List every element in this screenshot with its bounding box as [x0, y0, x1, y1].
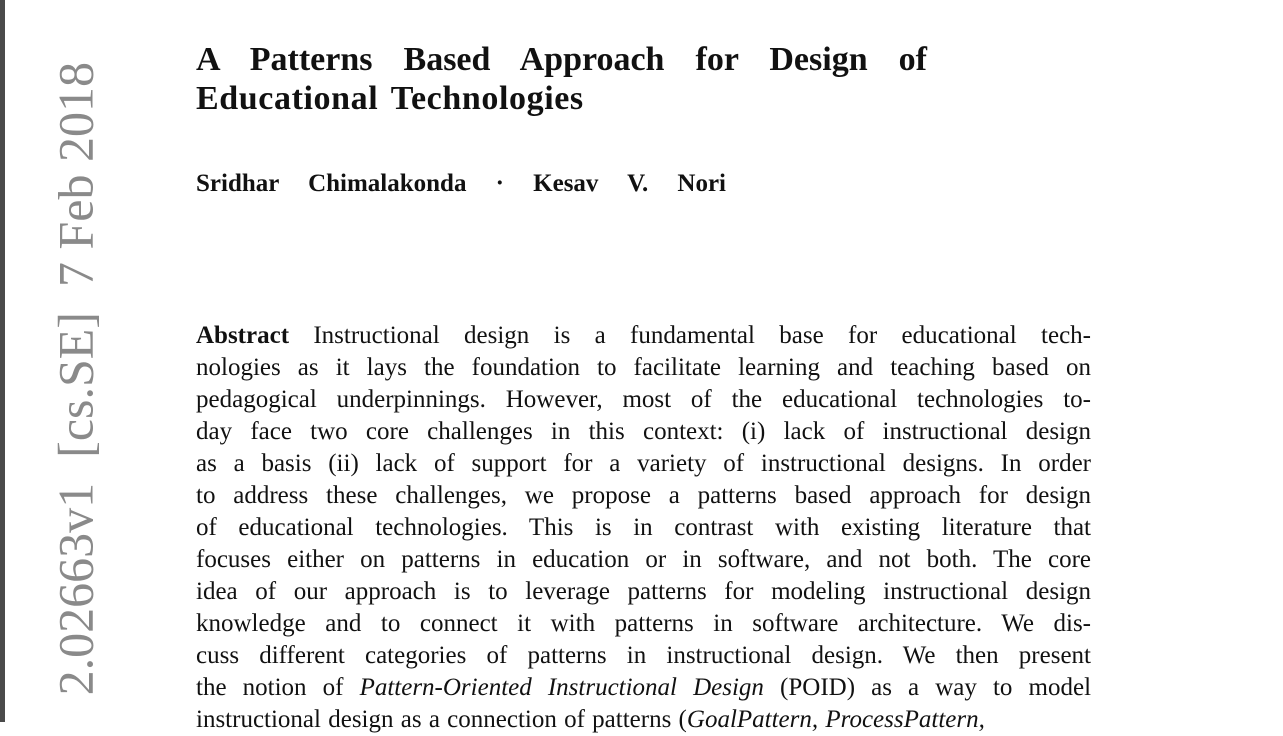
abstract-line: day face two core challenges in this context: (i) lack of instructional design [196, 418, 1091, 445]
abstract-text: instructional design as a connection of patterns ( [196, 706, 687, 733]
abstract-italic-term: GoalPattern, ProcessPattern, [686, 706, 985, 733]
abstract-text: the notion of [196, 674, 360, 701]
abstract-line: nologies as it lays the foundation to facilitate learning and teaching based on [196, 354, 1091, 381]
abstract-line: pedagogical underpinnings. However, most of the educational technologies to- [196, 386, 1091, 413]
arxiv-id-text: 2.02663v1 [cs.SE] 7 Feb 2018 [47, 62, 103, 696]
author-name: Sridhar Chimalakonda [196, 170, 467, 197]
abstract-line: as a basis (ii) lack of support for a variety of instructional designs. In order [196, 450, 1091, 477]
abstract-text: Instructional design is a fundamental base for educational tech- [313, 322, 1092, 349]
viewer-edge-bar [0, 0, 5, 722]
abstract-line: focuses either on patterns in education or in software, and not both. The core [196, 546, 1091, 573]
abstract-line: to address these challenges, we propose a patterns based approach for design [196, 482, 1091, 509]
abstract-line: of educational technologies. This is in contrast with existing literature that [196, 514, 1091, 541]
abstract-line [196, 704, 1091, 736]
abstract-italic-term: Pattern-Oriented Instructional Design [359, 674, 764, 701]
abstract-line [196, 320, 1091, 352]
abstract-text: (POID) as a way to model [763, 674, 1092, 701]
abstract-line [196, 672, 1091, 704]
author-name: Kesav V. Nori [533, 170, 726, 197]
abstract-line: knowledge and to connect it with patterns in software architecture. We dis- [196, 610, 1091, 637]
abstract-label: Abstract [196, 322, 290, 349]
author-separator: · [495, 170, 504, 197]
abstract-line: cuss different categories of patterns in instructional design. We then present [196, 642, 1091, 669]
title-line-1: A Patterns Based Approach for Design of [196, 41, 927, 78]
abstract-line: idea of our approach is to leverage patterns for modeling instructional design [196, 578, 1091, 605]
author-list [196, 168, 726, 200]
abstract-section [196, 320, 1091, 736]
paper-title [196, 40, 927, 118]
title-line-2: Educational Technologies [196, 80, 584, 117]
